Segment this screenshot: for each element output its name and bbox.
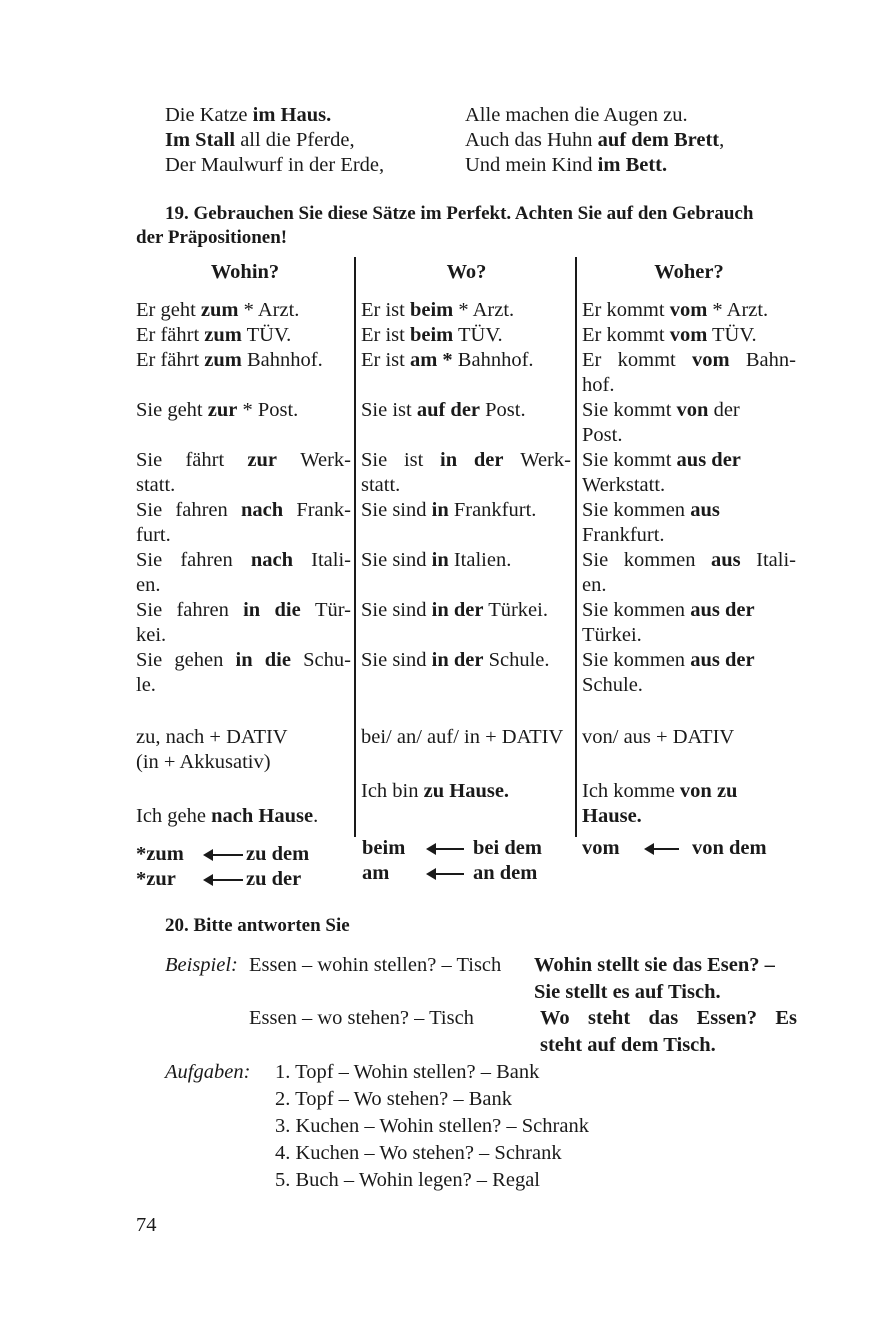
contraction-short: *zum [136,843,184,865]
arrow-left-icon [205,879,243,881]
text-run: Sie [136,649,163,671]
bold-text: die [264,649,291,671]
aufgaben-label: Aufgaben: [165,1061,251,1083]
text-run: Itali- [756,549,796,571]
table-cell [582,348,796,398]
table-cell [582,548,796,598]
text-run: ist [403,449,424,471]
text-run: fahren [175,499,228,521]
cell-line [582,523,796,548]
cell-line [136,298,351,323]
text-run: * Arzt. [238,299,300,321]
bold-text: in der [431,649,484,671]
cell-line [136,779,351,804]
arrow-left-icon [428,873,464,875]
cell-line [582,348,796,373]
text-run: kei. [136,624,167,646]
text-run: * Arzt. [453,299,515,321]
contraction-long: bei dem [473,837,542,859]
text-run: Post. [582,424,623,446]
arrow-left-icon [428,848,464,850]
text-run: Sie kommt [582,399,677,421]
cell-line [582,779,796,804]
cell-line [361,323,571,348]
poem-left-2 [165,128,355,153]
text-run: Sie [136,549,163,571]
text-run: Sie kommen [582,499,691,521]
bold-text: von [676,399,709,421]
cell-line [361,473,571,498]
cell-line [582,598,796,623]
text-run: le. [136,674,156,696]
table-cell [582,648,796,698]
cell-line [361,398,571,423]
bold-text: Hause. [582,805,642,827]
cell-line [136,398,351,423]
text-run: Italien. [448,549,512,571]
table-cell [136,779,351,829]
text-run: Er kommt [582,299,670,321]
contraction-long: zu dem [246,843,310,865]
cell-line [136,498,351,523]
table-cell [582,448,796,498]
bold-text: aus der [690,599,755,621]
cell-line [582,423,796,448]
task-item: 5. Buch – Wohin legen? – Regal [275,1169,540,1191]
bold-text: zum [204,349,242,371]
table-cell [361,298,571,323]
table-cell [136,598,351,648]
contraction-short: beim [362,837,406,859]
bold-text: nach Hause [211,805,314,827]
cell-line [361,298,571,323]
table-cell [136,398,351,423]
table-cell [582,323,796,348]
text-run: Alle machen die Augen zu. [465,104,688,126]
text-run: Frankfurt. [582,524,665,546]
cell-line [582,548,796,573]
task-item: 4. Kuchen – Wo stehen? – Schrank [275,1142,562,1164]
cell-line [582,725,796,750]
cell-line [582,373,796,398]
text-run: Sie [136,599,163,621]
text-run: zu, nach + DATIV [136,726,288,748]
bold-text: im Bett. [597,154,668,176]
contraction-short: *zur [136,868,176,890]
bold-text: auf der [416,399,481,421]
exercise-19-title-line1: 19. Gebrauchen Sie diese Sätze im Perfekt. Achten Sie auf den Gebrauch [165,203,754,224]
text-run: Ich bin [361,780,424,802]
text-run: Auch das Huhn [465,129,598,151]
bold-text: zum [204,324,242,346]
text-run: * Post. [237,399,299,421]
text-run: Tür- [314,599,351,621]
poem-right-3 [465,153,667,178]
text-run: Er geht [136,299,201,321]
bold-text: zur [247,449,278,471]
example-1-question: Essen – wohin stellen? – Tisch [249,954,502,976]
cell-line [582,573,796,598]
bold-text: beim [409,324,454,346]
table-cell [136,498,351,548]
text-run: Er fährt [136,349,205,371]
cell-line [582,673,796,698]
contraction-long: zu der [246,868,302,890]
text-run: Sie sind [361,649,432,671]
cell-line [136,323,351,348]
cell-line [582,623,796,648]
poem-left-1 [165,103,331,128]
text-run: kommen [623,549,696,571]
table-cell [361,598,571,623]
contraction-short: vom [582,837,620,859]
table-cell [582,298,796,323]
exercise-19-title-line2: der Präpositionen! [136,227,288,248]
text-run: gehen [174,649,224,671]
text-run: Bahnhof. [452,349,534,371]
text-run: Itali- [311,549,351,571]
text-run: Post. [480,399,526,421]
bold-text: in [235,649,253,671]
cell-line [136,548,351,573]
text-run: Sie ist [361,399,417,421]
table-cell [136,448,351,498]
text-run: statt. [361,474,401,496]
cell-line [136,750,351,775]
bold-text: nach [240,499,284,521]
bold-text: in [431,499,449,521]
table-cell [136,298,351,323]
bold-text: nach [250,549,293,571]
text-run: Werkstatt. [582,474,666,496]
text-run: . [313,805,319,827]
text-run: Werk- [520,449,571,471]
text-run: all die Pferde, [235,129,355,151]
text-run: Sie sind [361,599,432,621]
example-2-answer-line1: Wo steht das Essen? Es [540,1007,797,1029]
table-cell [582,725,796,750]
text-run: Er ist [361,299,410,321]
text-run: Türkei. [582,624,642,646]
cell-line [582,473,796,498]
header-wohin: Wohin? [210,261,280,283]
cell-line [136,448,351,473]
poem-right-1 [465,103,688,128]
cell-line [136,523,351,548]
text-run: Sie [582,549,609,571]
table-cell [136,323,351,348]
table-cell [361,548,571,573]
bold-text: in [440,449,458,471]
poem-left-3 [165,153,384,178]
text-run: Bahnhof. [241,349,323,371]
text-run: Er ist [361,324,410,346]
text-run: TÜV. [453,324,503,346]
text-run: Schule. [582,674,643,696]
table-cell [361,323,571,348]
bold-text: aus [690,499,720,521]
poem-right-2 [465,128,724,153]
cell-line [361,348,571,373]
text-run: Und mein Kind [465,154,598,176]
text-run: TÜV. [707,324,757,346]
example-1-answer-line2: Sie stellt es auf Tisch. [534,981,721,1003]
text-run: statt. [136,474,176,496]
table-cell [582,398,796,448]
cell-line [136,623,351,648]
text-run: Sie [361,449,388,471]
bold-text: auf dem Brett [597,129,720,151]
text-run: bei/ an/ auf/ in + DATIV [361,726,564,748]
contraction-long: an dem [473,862,538,884]
cell-line [361,548,571,573]
cell-line [136,648,351,673]
cell-line [136,725,351,750]
bold-text: vom [669,299,708,321]
bold-text: beim [409,299,454,321]
table-cell [361,498,571,523]
table-cell [136,725,351,775]
text-run: Schu- [303,649,351,671]
cell-line [136,473,351,498]
cell-line [582,323,796,348]
table-cell [582,598,796,648]
text-run: * Arzt. [707,299,769,321]
cell-line [361,648,571,673]
task-item: 2. Topf – Wo stehen? – Bank [275,1088,513,1110]
contraction-long: von dem [692,837,767,859]
page-number: 74 [136,1214,157,1236]
bold-text: der [473,449,504,471]
example-2-answer-line2: steht auf dem Tisch. [540,1034,716,1056]
text-run: Ich komme [582,780,680,802]
cell-line [136,804,351,829]
header-woher: Woher? [654,261,724,283]
table-cell [361,348,571,373]
table-cell [361,779,571,804]
table-cell [136,348,351,373]
column-divider [354,257,356,837]
arrow-left-icon [646,848,679,850]
text-run: Er fährt [136,324,205,346]
bold-text: von zu [679,780,738,802]
bold-text: aus der [690,649,755,671]
column-divider [575,257,577,837]
text-run: fahren [180,549,233,571]
beispiel-label: Beispiel: [165,954,238,976]
text-run: der [708,399,740,421]
table-cell [361,398,571,423]
table-cell [361,648,571,673]
cell-line [582,804,796,829]
cell-line [582,298,796,323]
cell-line [582,448,796,473]
text-run: hof. [582,374,615,396]
text-run: Frank- [296,499,351,521]
task-item: 3. Kuchen – Wohin stellen? – Schrank [275,1115,589,1137]
bold-text: am * [409,349,453,371]
task-item: 1. Topf – Wohin stellen? – Bank [275,1061,540,1083]
bold-text: Im Stall [165,129,236,151]
text-run: Der Maulwurf in der Erde, [165,154,385,176]
text-run: Die Katze [165,104,253,126]
cell-line [136,573,351,598]
cell-line [361,448,571,473]
bold-text: aus der [676,449,741,471]
text-run: Ich gehe [136,805,212,827]
text-run: Frankfurt. [448,499,537,521]
text-run: TÜV. [241,324,292,346]
bold-text: in [431,549,449,571]
cell-line [361,725,571,750]
table-cell [361,448,571,498]
cell-line [582,498,796,523]
text-run: fährt [185,449,225,471]
text-run: furt. [136,524,171,546]
example-2-question: Essen – wo stehen? – Tisch [249,1007,474,1029]
table-cell [136,648,351,698]
cell-line [582,648,796,673]
cell-line [136,348,351,373]
text-run: , [719,129,725,151]
bold-text: aus [710,549,741,571]
bold-text: im Haus. [252,104,332,126]
exercise-20-title: 20. Bitte antworten Sie [165,915,350,936]
cell-line [136,673,351,698]
text-run: kommt [617,349,676,371]
text-run: Sie sind [361,499,432,521]
text-run: von/ aus + DATIV [582,726,735,748]
bold-text: in der [431,599,484,621]
text-run: Sie geht [136,399,208,421]
text-run: Er ist [361,349,410,371]
text-run: Sie sind [361,549,432,571]
bold-text: in [243,599,261,621]
text-run: Bahn- [745,349,796,371]
text-run: Sie [136,449,163,471]
contraction-short: am [362,862,390,884]
text-run: en. [136,574,161,596]
table-cell [136,548,351,598]
text-run: Werk- [300,449,351,471]
text-run: en. [582,574,607,596]
text-run: fahren [176,599,229,621]
arrow-left-icon [205,854,243,856]
header-wo: Wo? [446,261,487,283]
text-run: (in + Akkusativ) [136,751,271,773]
table-cell [582,779,796,829]
text-run: Türkei. [483,599,548,621]
cell-line [361,598,571,623]
table-cell [361,725,571,750]
bold-text: zum [200,299,239,321]
text-run: Er kommt [582,324,670,346]
text-run: Er [582,349,602,371]
example-1-answer-line1: Wohin stellt sie das Esen? – [534,954,775,976]
text-run: Sie kommen [582,649,691,671]
text-run: Schule. [483,649,550,671]
bold-text: zu Hause. [423,780,510,802]
bold-text: zur [207,399,238,421]
cell-line [361,779,571,804]
text-run: Sie [136,499,163,521]
cell-line [582,398,796,423]
text-run: Sie kommen [582,599,691,621]
table-cell [582,498,796,548]
bold-text: vom [669,324,708,346]
bold-text: vom [692,349,730,371]
bold-text: die [274,599,301,621]
text-run: Sie kommt [582,449,677,471]
cell-line [136,598,351,623]
cell-line [361,498,571,523]
